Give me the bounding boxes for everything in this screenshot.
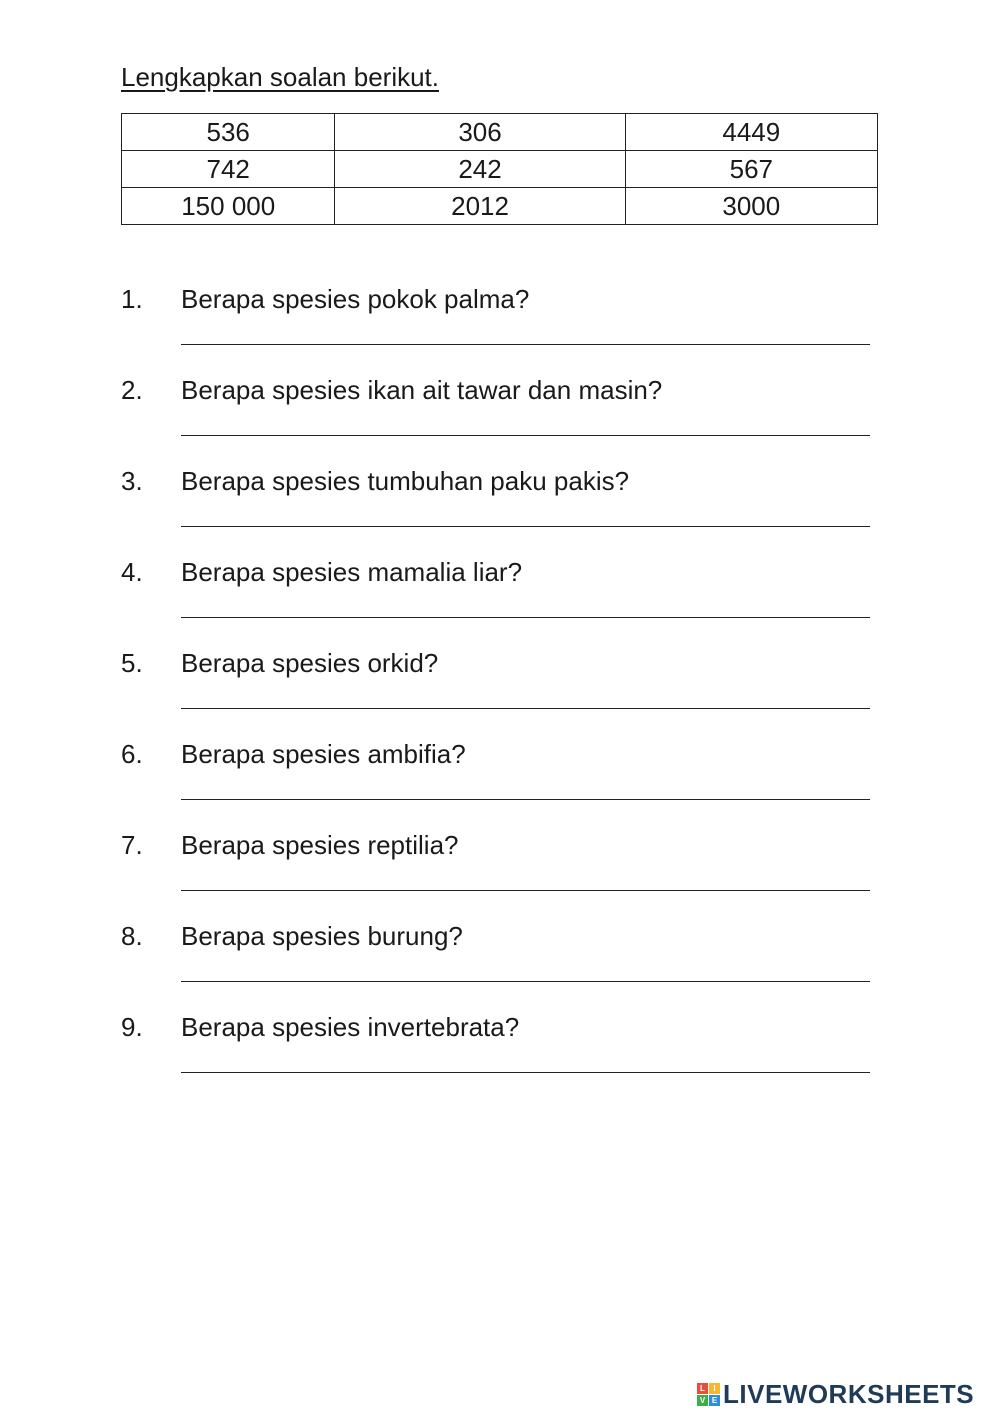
question-number: 3. [121,466,143,496]
question-3 [121,466,881,556]
table-cell: 242 [335,151,625,188]
logo-mark-letter: E [709,1395,720,1406]
question-5 [121,648,881,738]
question-1 [121,284,881,374]
question-2 [121,375,881,465]
table-cell: 4449 [625,114,877,151]
question-number: 7. [121,830,143,860]
page-title: Lengkapkan soalan berikut. [121,62,440,92]
logo-mark-letter: V [697,1395,708,1406]
question-text: Berapa spesies pokok palma? [181,284,530,314]
question-number: 5. [121,648,143,678]
question-text: Berapa spesies ambifia? [181,739,466,769]
answer-line-3[interactable] [181,526,870,527]
answer-line-2[interactable] [181,435,870,436]
question-7 [121,830,881,920]
answer-line-4[interactable] [181,617,870,618]
question-number: 8. [121,921,143,951]
table-row [122,114,878,151]
question-number: 1. [121,284,143,314]
question-8 [121,921,881,1011]
question-text: Berapa spesies tumbuhan paku pakis? [181,466,630,496]
table-cell: 3000 [625,188,877,225]
answer-line-1[interactable] [181,344,870,345]
question-9 [121,1012,881,1102]
liveworksheets-logo [697,1378,974,1410]
question-text: Berapa spesies invertebrata? [181,1012,520,1042]
logo-icon [697,1383,720,1406]
table-row [122,151,878,188]
table-cell: 742 [122,151,335,188]
answer-line-5[interactable] [181,708,870,709]
question-4 [121,557,881,647]
answer-line-9[interactable] [181,1072,870,1073]
logo-mark-letter: I [709,1383,720,1394]
answer-line-7[interactable] [181,890,870,891]
logo-text: LIVEWORKSHEETS [723,1378,975,1409]
table-cell: 306 [335,114,625,151]
answer-line-6[interactable] [181,799,870,800]
question-number: 6. [121,739,143,769]
question-text: Berapa spesies orkid? [181,648,439,678]
question-number: 9. [121,1012,143,1042]
question-text: Berapa spesies ikan ait tawar dan masin? [181,375,663,405]
question-number: 2. [121,375,143,405]
logo-mark-letter: L [697,1383,708,1394]
question-6 [121,739,881,829]
table-row [122,188,878,225]
question-text: Berapa spesies mamalia liar? [181,557,523,587]
answer-bank-table [121,113,878,225]
table-cell: 150 000 [122,188,335,225]
table-cell: 536 [122,114,335,151]
table-cell: 2012 [335,188,625,225]
answer-line-8[interactable] [181,981,870,982]
question-text: Berapa spesies burung? [181,921,463,951]
question-number: 4. [121,557,143,587]
table-cell: 567 [625,151,877,188]
question-text: Berapa spesies reptilia? [181,830,459,860]
